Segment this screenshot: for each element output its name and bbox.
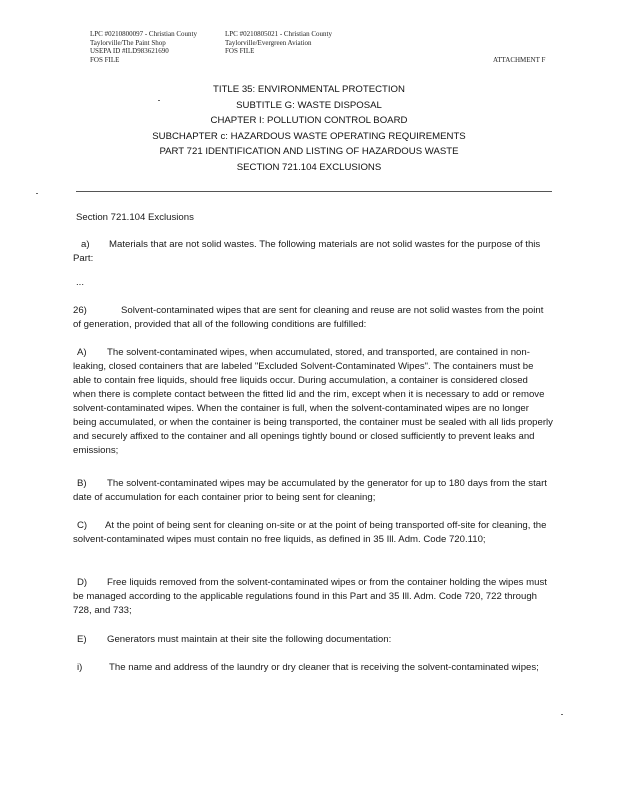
header-left-line-3: USEPA ID #ILD983621690 — [90, 47, 169, 56]
paragraph-26-text: Solvent-contaminated wipes that are sent for cleaning and reuse are not solid wastes from the point of generation, provided that all of the following conditions are fulfilled: — [73, 305, 544, 330]
section-heading: Section 721.104 Exclusions — [76, 212, 194, 223]
attachment-label: ATTACHMENT F — [493, 56, 546, 64]
paragraph-C-text: At the point of being sent for cleaning on-site or at the point of being transported off-site for cleaning, the solvent-contaminated wipes must contain no free liquids, as defined in 35 Ill. Adm. Code 720.110; — [73, 520, 547, 545]
title-block — [0, 82, 618, 175]
header-middle-block — [225, 30, 332, 56]
header-left-line-4: FOS FILE — [90, 55, 120, 64]
scan-speck — [36, 193, 38, 194]
title-line: TITLE 35: ENVIRONMENTAL PROTECTION — [213, 84, 405, 95]
paragraph-E-label: E) — [77, 634, 87, 645]
paragraph-26 — [73, 304, 553, 332]
paragraph-A-label: A) — [77, 347, 87, 358]
paragraph-a — [73, 238, 553, 266]
paragraph-E-text: Generators must maintain at their site the following documentation: — [107, 634, 392, 645]
paragraph-i-label: i) — [77, 662, 83, 673]
paragraph-a-text: Materials that are not solid wastes. The following materials are not solid wastes for the purpose of this Part: — [73, 239, 541, 264]
header-middle-line-2: Taylorville/Evergreen Aviation — [225, 38, 312, 47]
chapter-line: CHAPTER I: POLLUTION CONTROL BOARD — [210, 115, 408, 126]
paragraph-D-label: D) — [77, 577, 88, 588]
subtitle-line: SUBTITLE G: WASTE DISPOSAL — [236, 99, 382, 111]
header-left-block — [90, 30, 197, 64]
paragraph-C-label: C) — [77, 520, 88, 531]
paragraph-B-label: B) — [77, 478, 87, 489]
paragraph-A-text: The solvent-contaminated wipes, when accumulated, stored, and transported, are contained in non-leaking, closed containers that are labeled "Excluded Solvent-Contaminated Wipes". The containers must be able to contain free liquids, should free liquids occur. During accumulation, a container is considered closed when there is complete contact between the fitted lid and the rim, except when it is necessary to add or remove solvent-contaminated wipes. When the container is full, when the solvent-contaminated wipes are no longer being accumulated, or when the container is being transported, the container must be sealed with all lids properly and securely affixed to the container and all openings tightly bound or closed sufficiently to prevent leaks and emissions; — [73, 347, 553, 456]
scan-speck — [561, 714, 563, 715]
divider-rule — [76, 191, 552, 192]
header-left-line-1: LPC #0210800097 - Christian County — [90, 30, 197, 38]
scan-speck — [158, 100, 160, 101]
paragraph-D-text: Free liquids removed from the solvent-contaminated wipes or from the container holding the wipes must be managed according to the applicable regulations found in this Part and 35 Ill. Adm. Code 720, 722 through 728, and 733; — [73, 577, 547, 616]
section-line: SECTION 721.104 EXCLUSIONS — [236, 161, 382, 173]
paragraph-D — [73, 576, 553, 618]
header-left-line-2: Taylorville/The Paint Shop — [90, 38, 166, 47]
header-middle-line-1: LPC #0210805021 - Christian County — [225, 30, 332, 38]
subchapter-line: SUBCHAPTER c: HAZARDOUS WASTE OPERATING REQUIREMENTS — [152, 130, 466, 142]
paragraph-i — [73, 661, 553, 675]
header-middle-line-3: FOS FILE — [225, 47, 255, 56]
paragraph-A — [73, 346, 553, 458]
paragraph-26-label: 26) — [73, 305, 87, 316]
paragraph-i-text: The name and address of the laundry or dry cleaner that is receiving the solvent-contaminated wipes; — [109, 662, 539, 673]
ellipsis: ... — [76, 277, 84, 288]
paragraph-a-label: a) — [81, 239, 90, 250]
part-line: PART 721 IDENTIFICATION AND LISTING OF HAZARDOUS WASTE — [159, 146, 459, 157]
paragraph-E — [73, 633, 553, 647]
paragraph-B — [73, 477, 553, 505]
paragraph-B-text: The solvent-contaminated wipes may be accumulated by the generator for up to 180 days from the start date of accumulation for each container prior to being sent for cleaning; — [73, 478, 547, 503]
paragraph-C — [73, 519, 553, 547]
